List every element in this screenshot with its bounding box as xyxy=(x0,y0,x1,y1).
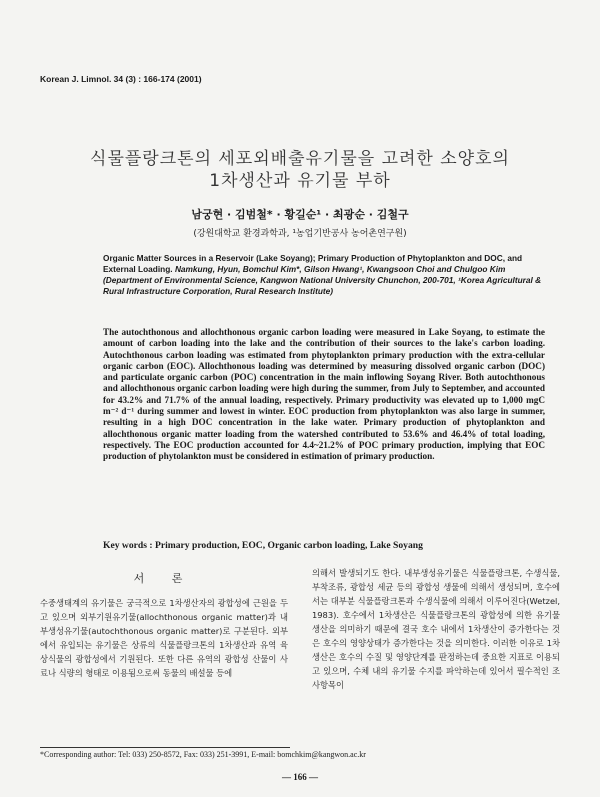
left-column xyxy=(40,566,288,680)
section-heading: 서 론 xyxy=(133,572,195,585)
title-line-1: 식물플랑크톤의 세포외배출유기물을 고려한 소양호의 xyxy=(90,149,510,169)
footnote-rule xyxy=(40,747,290,748)
affiliation-korean: (강원대학교 환경과학과, ¹농업기반공사 농어촌연구원) xyxy=(193,229,407,239)
english-authors: Namkung, Hyun, Bomchul Kim*, Gilson Hwang¹, Kwangsoon Choi and Chulgoo Kim (Department of Environmental Science, Kangwon National University Chunchon, 200-701, ¹Korea Agricultural & Rural Infrastructure Corporation, Rural Research Institute) xyxy=(103,264,542,296)
journal-reference: Korean J. Limnol. 34 (3) : 166-174 (2001) xyxy=(40,74,202,84)
page-number: — 166 — xyxy=(282,772,318,782)
footnote: *Corresponding author: Tel: 033) 250-8572, Fax: 033) 251-3991, E-mail: bomchkim@kangwon.ac.kr xyxy=(40,750,366,759)
body-paragraph: 수중생태계의 유기물은 궁극적으로 1차생산자의 광합성에 근원을 두고 있으며 외부기원유기물(allochthonous organic matter)과 내부생성유기물(autochthonous organic matter)로 구분된다. 외부에서 유입되는 유기물은 상류의 식물플랑크톤의 1차생산과 유역 육상식물의 광합성에서 기원된다. 또한 다른 유역의 광합성 산물이 사료나 식량의 형태로 이용됨으로써 동물의 배설물 등에 xyxy=(40,598,288,678)
english-title: Organic Matter Sources in a Reservoir (Lake Soyang); Primary Production of Phytoplankton and DOC, and External Loading. xyxy=(103,253,523,274)
body-paragraph: 의해서 발생되기도 한다. 내부생성유기물은 식물플랑크톤, 수생식물, 부착조류, 광합성 세균 등의 광합성 생물에 의해서 생성되며, 호수에서는 대부분 식물플랑크톤과 수생식물에 의해서 이루어진다(Wetzel, 1983). 호수에서 1차생산은 식물플랑크톤의 광합성에 의한 유기물 생산을 의미하기 때문에 결국 호수 내에서 1차생산이 증가한다는 것은 호수의 영양상태가 증가한다는 것을 의미한다. 이러한 이유로 1차생산은 호수의 수질 및 영양단계를 판정하는데 중요한 지표로 이용되고 있으며, 수체 내의 유기물 수지를 파악하는데 있어서 필수적인 조사항목이 xyxy=(312,568,560,690)
paper-title xyxy=(0,148,600,192)
title-line-2: 1차생산과 유기물 부하 xyxy=(209,171,391,191)
abstract: The autochthonous and allochthonous organic carbon loading were measured in Lake Soyang, to estimate the amount of carbon loading into the lake and the contribution of their sources to the lake's carbon loading. Autochthonous carbon loading was estimated from phytoplankton primary production with the extra-cellular organic carbon (EOC). Allochthonous loading was determined by measuring dissolved organic carbon (DOC) and particulate organic carbon (POC) concentration in the main inflowing Soyang River. Both autochthonous and allochthonous organic carbon loading were high during the summer, from July to September, and accounted for 43.2% and 71.7% of the annual loading, respectively. Primary productivity was elevated up to 1,000 mgC m⁻² d⁻¹ during summer and lowest in winter. EOC production from phytoplankton was also large in summer, resulting in a high DOC concentration in the lake water. Primary production of phytoplankton and allochthonous organic matter loading from the watershed contributed to 53.6% and 46.4% of total loading, respectively. The EOC production accounted for 4.4~21.2% of POC primary production, implying that EOC production of phytolankton must be considered in estimation of primary production. xyxy=(103,327,545,462)
right-column xyxy=(312,566,560,692)
authors-korean: 남궁현 · 김범철* · 황길순¹ · 최광순 · 김철구 xyxy=(191,208,409,221)
keywords: Key words : Primary production, EOC, Organic carbon loading, Lake Soyang xyxy=(103,540,423,551)
english-header xyxy=(103,253,543,297)
